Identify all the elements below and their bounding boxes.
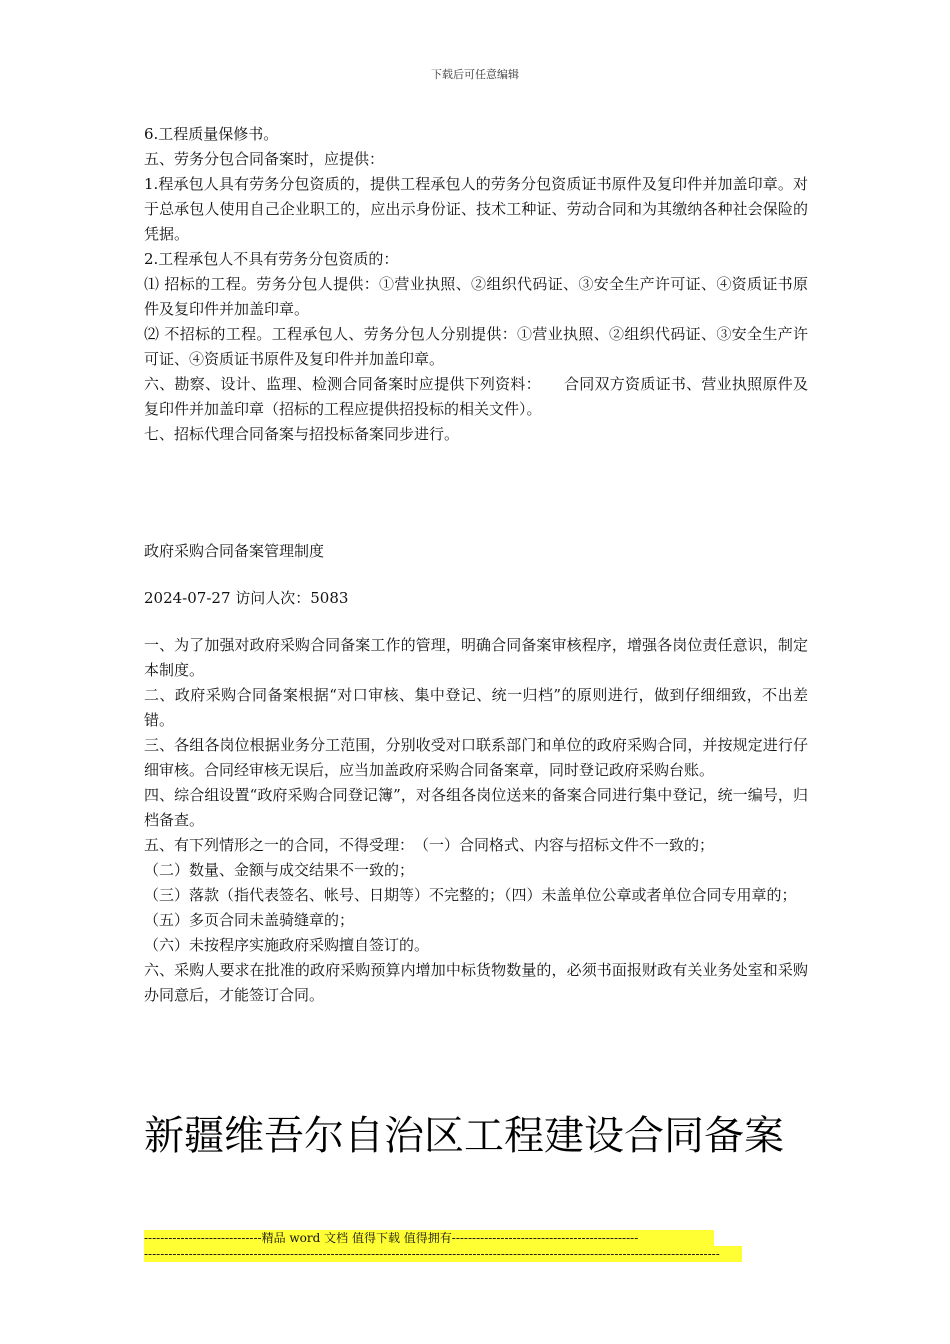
paragraph: （五）多页合同未盖骑缝章的； xyxy=(144,911,355,929)
paragraph: （六）未按程序实施政府采购擅自签订的。 xyxy=(144,936,430,954)
paragraph: 三、各组各岗位根据业务分工范围，分别收受对口联系部门和单位的政府采购合同，并按规定进行仔细审核。合同经审核无误后，应当加盖政府采购合同备案章，同时登记政府采购台账。 xyxy=(144,736,808,779)
spacer xyxy=(144,564,808,586)
paragraph: 五、劳务分包合同备案时，应提供： xyxy=(144,150,385,168)
paragraph: 一、为了加强对政府采购合同备案工作的管理，明确合同备案审核程序，增强各岗位责任意识，制定本制度。 xyxy=(144,636,808,679)
paragraph: 6.工程质量保修书。 xyxy=(144,125,279,143)
article-title: 政府采购合同备案管理制度 xyxy=(144,542,325,560)
paragraph: 四、综合组设置“政府采购合同登记簿”，对各组各岗位送来的备案合同进行集中登记，统一编号，归档备查。 xyxy=(144,786,808,829)
paragraph: 六、采购人要求在批准的政府采购预算内增加中标货物数量的，必须书面报财政有关业务处室和采购办同意后，才能签订合同。 xyxy=(144,961,808,1004)
paragraph: （三）落款（指代表签名、帐号、日期等）不完整的；（四）未盖单位公章或者单位合同专用章的； xyxy=(144,886,797,904)
document-body xyxy=(144,122,808,1008)
article-meta: 2024-07-27 访问人次：5083 xyxy=(144,589,349,607)
paragraph: 六、勘察、设计、监理、检测合同备案时应提供下列资料： 合同双方资质证书、营业执照原件及复印件并加盖印章（招标的工程应提供招投标的相关文件）。 xyxy=(144,375,808,418)
paragraph: ⑵ 不招标的工程。工程承包人、劳务分包人分别提供：①营业执照、②组织代码证、③安全生产许可证、④资质证书原件及复印件并加盖印章。 xyxy=(144,325,808,368)
spacer xyxy=(144,611,808,633)
paragraph: 二、政府采购合同备案根据“对口审核、集中登记、统一归档”的原则进行，做到仔细细致，不出差错。 xyxy=(144,686,808,729)
footer-line: -----------------------------精品 word 文档 值得下载 值得拥有---------------------------------------------- xyxy=(144,1230,714,1246)
procurement-contract-article xyxy=(144,539,808,1008)
footer-banner xyxy=(144,1230,744,1262)
spacer xyxy=(144,447,808,539)
paragraph: 1.程承包人具有劳务分包资质的，提供工程承包人的劳务分包资质证书原件及复印件并加盖印章。对于总承包人使用自己企业职工的，应出示身份证、技术工种证、劳动合同和为其缴纳各种社会保险的凭据。 xyxy=(144,175,808,243)
paragraph: 2.工程承包人不具有劳务分包资质的： xyxy=(144,250,399,268)
paragraph: 七、招标代理合同备案与招投标备案同步进行。 xyxy=(144,425,460,443)
paragraph: （二）数量、金额与成交结果不一致的； xyxy=(144,861,415,879)
contract-filing-requirements xyxy=(144,122,808,447)
document-heading: 新疆维吾尔自治区工程建设合同备案 xyxy=(144,1113,784,1159)
paragraph: ⑴ 招标的工程。劳务分包人提供：①营业执照、②组织代码证、③安全生产许可证、④资质证书原件及复印件并加盖印章。 xyxy=(144,275,808,318)
footer-line: ---------------------------------------------------------------------------------------------------------------------------------------------- xyxy=(144,1246,742,1262)
page-header-note: 下载后可任意编辑 xyxy=(431,68,519,81)
paragraph: 五、有下列情形之一的合同，不得受理： （一）合同格式、内容与招标文件不一致的； xyxy=(144,836,715,854)
